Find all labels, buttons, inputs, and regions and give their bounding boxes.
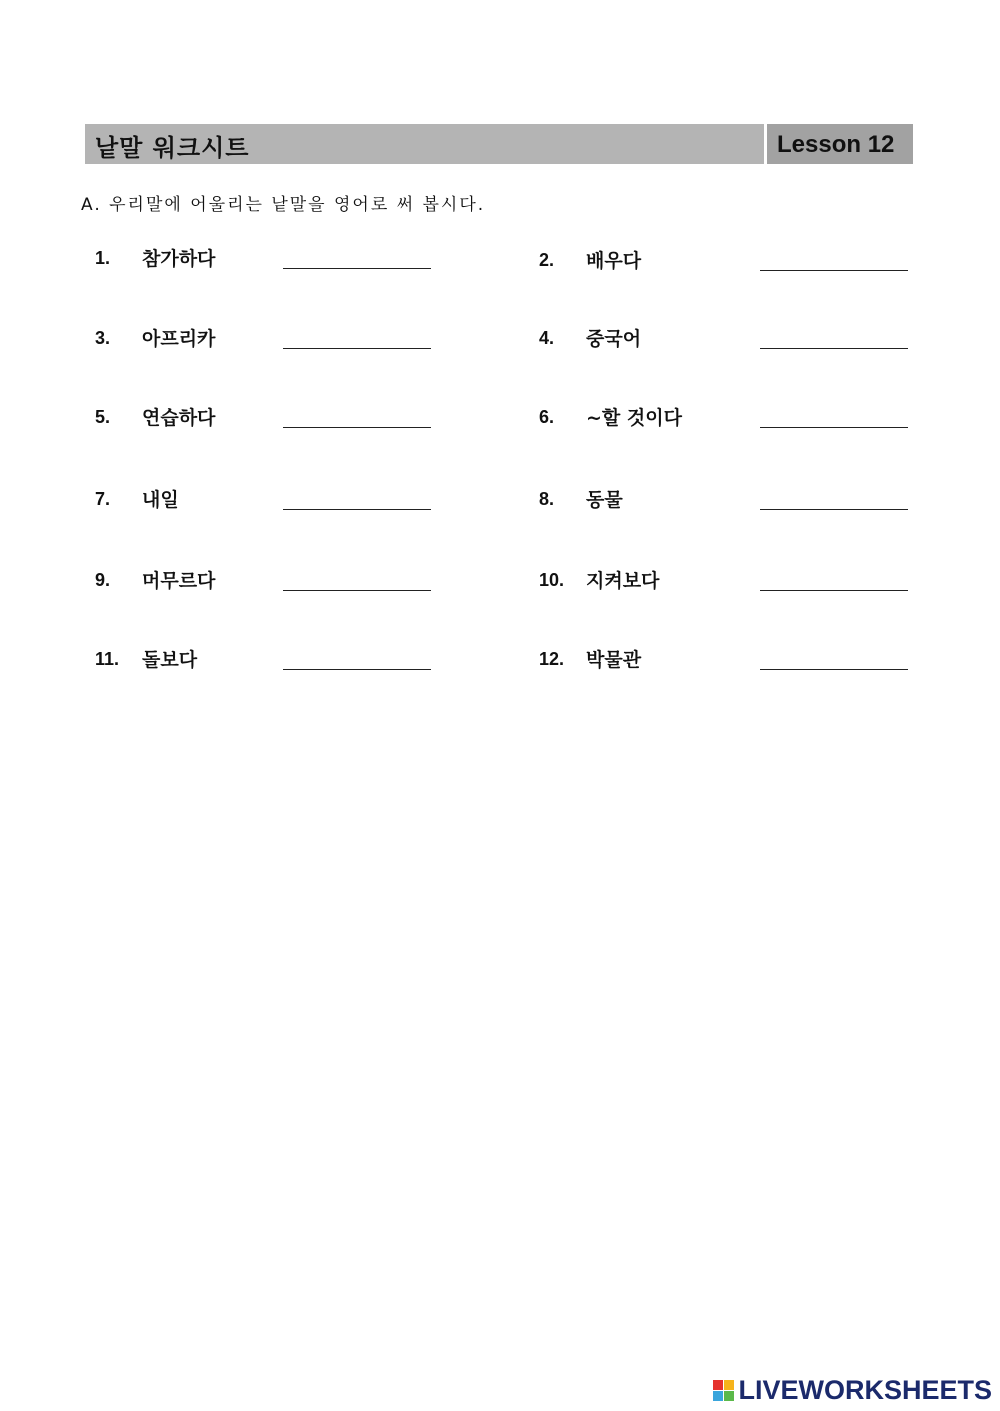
item-number: 6. xyxy=(539,407,555,427)
answer-blank[interactable] xyxy=(283,590,431,591)
item-word: 중국어 xyxy=(586,328,642,350)
item-number: 3. xyxy=(95,328,111,348)
list-item xyxy=(95,645,485,675)
list-item xyxy=(539,645,929,675)
logo-square-v xyxy=(713,1391,723,1401)
item-word: 박물관 xyxy=(586,649,642,671)
list-item xyxy=(95,403,485,433)
item-word: 참가하다 xyxy=(142,248,216,270)
liveworksheets-icon xyxy=(713,1380,734,1401)
worksheet-header xyxy=(85,124,913,164)
logo-square-e xyxy=(724,1391,734,1401)
logo-square-l xyxy=(713,1380,723,1390)
item-number: 9. xyxy=(95,570,111,590)
answer-blank[interactable] xyxy=(283,669,431,670)
list-item xyxy=(539,403,929,433)
item-word: 동물 xyxy=(586,489,623,511)
list-item xyxy=(95,244,485,274)
item-number: 7. xyxy=(95,489,111,509)
answer-blank[interactable] xyxy=(760,509,908,510)
answer-blank[interactable] xyxy=(283,427,431,428)
item-word: 아프리카 xyxy=(142,328,216,350)
liveworksheets-logo xyxy=(713,1375,992,1405)
item-word: 연습하다 xyxy=(142,407,216,429)
item-word: 배우다 xyxy=(586,250,642,272)
worksheet-title: 낱말 워크시트 xyxy=(95,134,250,162)
brand-name: LIVEWORKSHEETS xyxy=(738,1374,992,1405)
item-word: 머무르다 xyxy=(142,570,216,592)
item-word: 지켜보다 xyxy=(586,570,660,592)
item-number: 12. xyxy=(539,649,565,669)
item-number: 5. xyxy=(95,407,111,427)
lesson-number: Lesson 12 xyxy=(777,131,895,158)
answer-blank[interactable] xyxy=(760,270,908,271)
list-item xyxy=(95,485,485,515)
item-number: 8. xyxy=(539,489,555,509)
item-word: 내일 xyxy=(142,489,179,511)
list-item xyxy=(539,566,929,596)
item-number: 4. xyxy=(539,328,555,348)
logo-square-i xyxy=(724,1380,734,1390)
list-item xyxy=(95,324,485,354)
answer-blank[interactable] xyxy=(760,427,908,428)
list-item xyxy=(539,246,929,276)
answer-blank[interactable] xyxy=(283,509,431,510)
answer-blank[interactable] xyxy=(760,669,908,670)
lesson-box xyxy=(764,124,913,164)
item-word: ~할 것이다 xyxy=(586,407,682,429)
answer-blank[interactable] xyxy=(283,268,431,269)
item-word: 돌보다 xyxy=(142,649,198,671)
list-item xyxy=(539,324,929,354)
item-number: 11. xyxy=(95,649,120,669)
answer-blank[interactable] xyxy=(760,590,908,591)
list-item xyxy=(95,566,485,596)
instruction-text: A. 우리말에 어울리는 낱말을 영어로 써 봅시다. xyxy=(81,195,486,215)
item-number: 1. xyxy=(95,248,111,268)
answer-blank[interactable] xyxy=(760,348,908,349)
item-number: 10. xyxy=(539,570,565,590)
list-item xyxy=(539,485,929,515)
answer-blank[interactable] xyxy=(283,348,431,349)
item-number: 2. xyxy=(539,250,555,270)
